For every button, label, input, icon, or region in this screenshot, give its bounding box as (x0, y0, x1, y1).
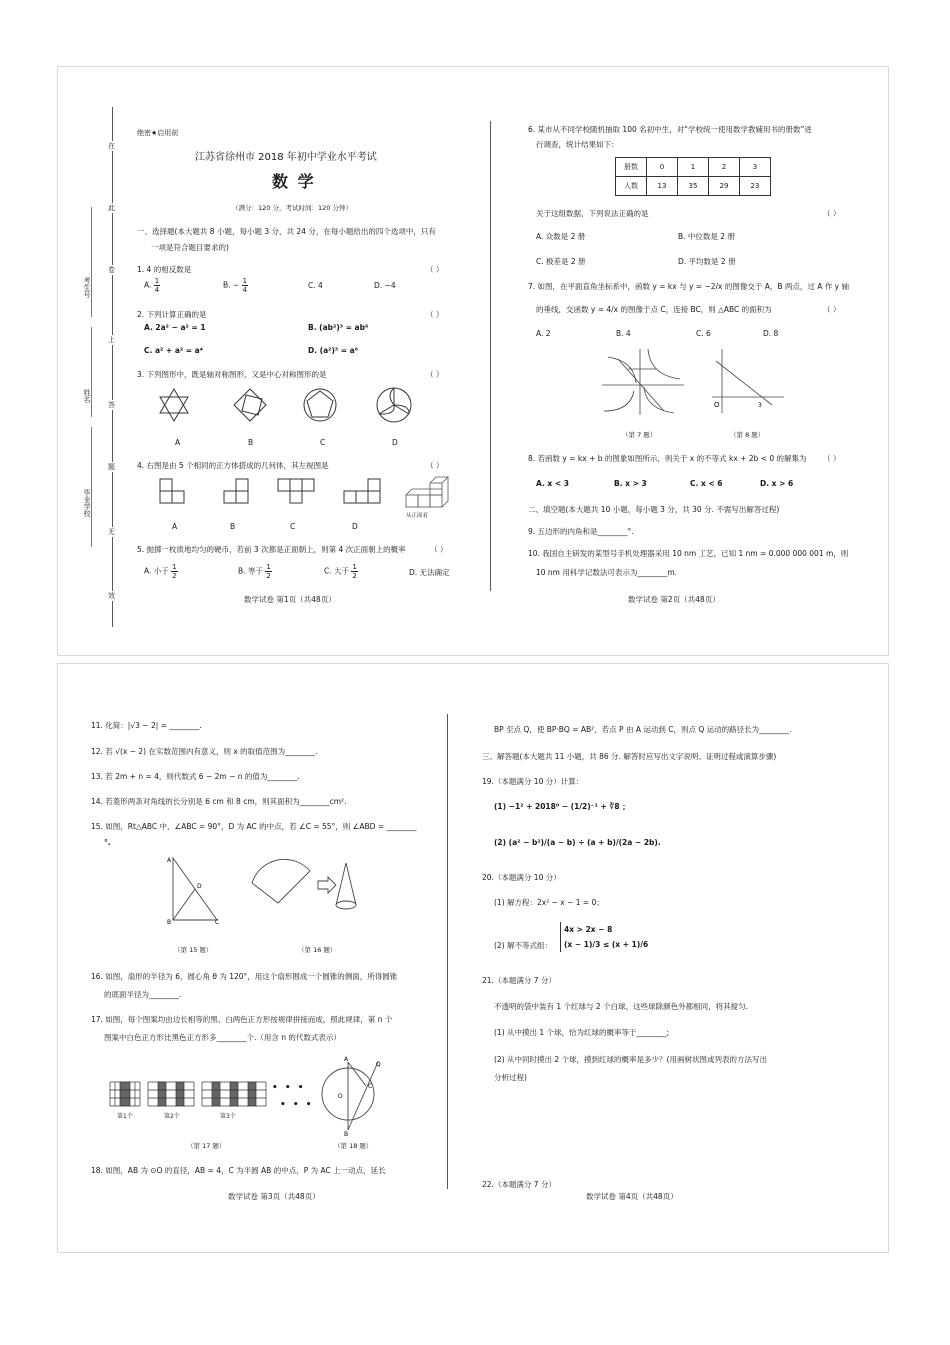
side-mark: 无 (108, 528, 115, 536)
pattern-label-2: 第2个 (164, 1113, 180, 1120)
exam-sheet-2 (57, 663, 889, 1253)
answer-paren: （ ） (426, 265, 444, 274)
page-footer-3: 数学试卷 第3页（共48页） (228, 1192, 320, 1201)
table-cell: 23 (740, 177, 771, 196)
answer-paren: （ ） (426, 370, 444, 379)
q7-option-c: C. 6 (696, 329, 711, 338)
fig-17-caption: （第 17 题） (187, 1142, 226, 1150)
continuation-dots: • • • (272, 1083, 306, 1093)
q20-part-2: (2) 解不等式组： (494, 941, 553, 950)
q1-option-d: D. −4 (374, 281, 396, 290)
q1-option-a: A. $\frac{1}{4}$ (144, 277, 160, 294)
fig-8-graph (708, 345, 788, 417)
point-label: B (344, 1131, 349, 1136)
table-cell: 0 (647, 158, 678, 177)
point-label: B (167, 919, 172, 926)
q7-option-b: B. 4 (616, 329, 631, 338)
secret-label: 绝密★启用前 (137, 129, 179, 137)
column-divider (447, 714, 448, 1189)
q3-label-a: A (175, 438, 181, 447)
question-8: 8. 若函数 y = kx + b 的图象如图所示，则关于 x 的不等式 kx + 2b < 0 的解集为 (528, 454, 807, 463)
q7-option-a: A. 2 (536, 329, 551, 338)
q20-part-1: (1) 解方程：2x² − x − 1 = 0； (494, 898, 604, 907)
q4-view-label: 从正面看 (406, 513, 429, 519)
q2-option-c: C. a² + a² = a⁴ (144, 346, 204, 355)
q4-label-c: C (290, 522, 296, 531)
point-label: A (344, 1056, 349, 1063)
side-label-school: 毕业学校 (83, 489, 91, 517)
question-3: 3. 下列图形中，既是轴对称图形，又是中心对称图形的是 (137, 370, 327, 379)
question-10: 10. 我国自主研发的某型号手机处理器采用 10 nm 工艺，已知 1 nm = 0.000 000 001 m，则 (528, 549, 849, 558)
fig-15-caption: （第 15 题） (174, 946, 213, 954)
table-cell: 35 (678, 177, 709, 196)
point-label: D (197, 883, 202, 890)
q6-stem: 关于这组数据，下列说法正确的是 (536, 209, 649, 218)
side-mark: 答 (108, 401, 115, 409)
point-label: O (338, 1093, 343, 1100)
question-15: 15. 如图，Rt△ABC 中，∠ABC = 90°，D 为 AC 的中点，若 ∠C = 55°，则 ∠ABD = ________ (91, 822, 417, 831)
side-mark: 卷 (108, 266, 115, 274)
q4-label-b: B (230, 522, 236, 531)
table-cell: 2 (709, 158, 740, 177)
inequality-2: (x − 1)/3 ≤ (x + 1)/6 (564, 940, 649, 949)
q4-view-d (344, 479, 380, 503)
question-5: 5. 抛掷一枚质地均匀的硬币，若前 3 次都是正面朝上，则第 4 次正面朝上的概率 (137, 545, 406, 554)
question-17-cont: 图案中白色正方形比黑色正方形多________个.（用含 n 的代数式表示） (104, 1033, 341, 1042)
q6-option-a: A. 众数是 2 册 (536, 232, 586, 241)
pattern-2 (148, 1082, 194, 1106)
fig-18-circle (318, 1056, 388, 1136)
fig-7-graph (598, 345, 688, 417)
question-17: 17. 如图，每个图案均由边长相等的黑、白两色正方形按规律拼接而成，照此规律，第 n 个 (91, 1015, 393, 1024)
q3-figure-d (377, 388, 411, 422)
q4-label-d: D (352, 522, 358, 531)
table-cell: 29 (709, 177, 740, 196)
exam-sheet-1 (57, 66, 889, 656)
q21-part-2-cont: 分析过程) (494, 1073, 527, 1082)
pattern-label-3: 第3个 (220, 1113, 236, 1120)
q21-part-1: (1) 从中摸出 1 个球，恰为红球的概率等于________; (494, 1028, 670, 1037)
side-mark: 题 (108, 463, 115, 471)
q2-option-d: D. (a²)³ = a⁶ (308, 346, 359, 355)
q4-solid (406, 477, 448, 507)
section-1-heading-cont: 一项是符合题目要求的) (151, 243, 229, 252)
fig-18-caption: （第 18 题） (334, 1142, 373, 1150)
answer-paren: （ ） (823, 305, 841, 314)
question-6: 6. 某市从不同学校随机抽取 100 名初中生，对“学校统一使用数学教辅用书的册数”进 (528, 125, 812, 134)
table-row (616, 177, 771, 196)
table-cell: 3 (740, 158, 771, 177)
question-1: 1. 4 的相反数是 (137, 265, 192, 274)
q5-option-c: C. 大于 $\frac{1}{2}$ (324, 563, 357, 580)
q8-option-b: B. x > 3 (614, 479, 647, 488)
question-22: 22.（本题满分 7 分） (482, 1180, 556, 1189)
subject-title: 数 学 (272, 172, 316, 191)
inequality-1: 4x > 2x − 8 (564, 925, 613, 934)
name-field-line (91, 207, 92, 317)
side-label-student-id: 考生号 (83, 277, 91, 298)
side-mark: 效 (108, 592, 115, 600)
score-info: （满分：120 分，考试时间：120 分钟） (232, 204, 352, 212)
table-cell: 人数 (616, 177, 647, 196)
q4-label-a: A (172, 522, 178, 531)
question-2: 2. 下列计算正确的是 (137, 310, 207, 319)
q7-option-d: D. 8 (763, 329, 779, 338)
question-6-cont: 行调查，统计结果如下： (536, 140, 619, 149)
exam-title: 江苏省徐州市 2018 年初中学业水平考试 (195, 152, 377, 163)
point-label: Q (376, 1061, 381, 1068)
q3-label-b: B (248, 438, 254, 447)
question-10-cont: 10 nm 用科学记数法可表示为________m. (536, 568, 678, 577)
table-cell: 册数 (616, 158, 647, 177)
fig-16-caption: （第 16 题） (298, 946, 337, 954)
q21-stem: 不透明的袋中装有 1 个红球与 2 个白球，这些球除颜色外都相同，将其搅匀. (494, 1002, 748, 1011)
pattern-label-1: 第1个 (117, 1113, 133, 1120)
question-16-cont: 的底面半径为________. (104, 990, 182, 999)
q19-part-1: (1) −1² + 2018⁰ − (1/2)⁻¹ + ∛8 ； (494, 802, 630, 811)
question-20: 20.（本题满分 10 分） (482, 873, 561, 882)
q1-option-c: C. 4 (308, 281, 323, 290)
answer-paren: （ ） (426, 461, 444, 470)
binding-line (112, 107, 113, 627)
q6-option-c: C. 极差是 2 册 (536, 257, 586, 266)
page-footer-2: 数学试卷 第2页（共48页） (628, 595, 720, 604)
question-14: 14. 若菱形两条对角线的长分别是 6 cm 和 8 cm，则其面积为________cm². (91, 797, 347, 806)
question-9: 9. 五边形的内角和是________°. (528, 527, 634, 536)
point-label: C (215, 919, 220, 926)
q6-option-d: D. 平均数是 2 册 (678, 257, 736, 266)
side-mark: 在 (108, 142, 115, 150)
q5-option-d: D. 无法确定 (409, 568, 450, 577)
column-divider (490, 121, 491, 591)
origin-label: O (714, 401, 720, 409)
pattern-1 (110, 1082, 140, 1106)
table-cell: 1 (678, 158, 709, 177)
table-row (616, 158, 771, 177)
side-label-name: 姓名 (83, 389, 91, 403)
question-12: 12. 若 √(x − 2) 在实数范围内有意义，则 x 的取值范围为________. (91, 747, 318, 756)
section-3-heading: 三、解答题(本大题共 11 小题，共 86 分. 解答时应写出文字说明、证明过程或演算步骤) (482, 752, 777, 761)
page-footer-4: 数学试卷 第4页（共48页） (586, 1192, 678, 1201)
q1-option-b: B. − $\frac{1}{4}$ (223, 277, 248, 294)
name-field-line (91, 327, 92, 417)
question-21: 21.（本题满分 7 分） (482, 976, 556, 985)
question-11: 11. 化简：|√3 − 2| = ________. (91, 721, 202, 730)
question-7: 7. 如图，在平面直角坐标系中，函数 y = kx 与 y = −2/x 的图像交于 A，B 两点，过 A 作 y 轴 (528, 282, 850, 291)
question-16: 16. 如图，扇形的半径为 6，圆心角 θ 为 120°，用这个扇形围成一个圆锥的侧面，所得圆锥 (91, 972, 398, 981)
question-15-cont: °. (104, 838, 111, 847)
point-label: C (368, 1083, 373, 1090)
question-4: 4. 右图是由 5 个相同的正方体搭成的几何体，其左视图是 (137, 461, 329, 470)
side-mark: 上 (108, 336, 115, 344)
page-footer-1: 数学试卷 第1页（共48页） (244, 595, 336, 604)
question-7-cont: 的垂线，交函数 y = 4/x 的图像于点 C，连接 BC，则 △ABC 的面积为 (536, 305, 772, 314)
question-18-cont: BP 至点 Q，使 BP·BQ = AB²，若点 P 由 A 运动到 C，则点 Q 运动的路径长为________. (494, 725, 792, 734)
pattern-3 (202, 1082, 266, 1106)
answer-paren: （ ） (426, 310, 444, 319)
fig-8-caption: （第 8 题） (730, 431, 765, 439)
q6-table (615, 157, 771, 196)
q4-view-c (278, 479, 314, 503)
q4-view-b (224, 479, 248, 503)
q6-option-b: B. 中位数是 2 册 (678, 232, 735, 241)
fig-7-caption: （第 7 题） (622, 431, 657, 439)
question-18: 18. 如图，AB 为 ⊙O 的直径，AB = 4，C 为半圆 AB 的中点，P 为 AC 上一动点，延长 (91, 1166, 386, 1175)
q5-option-a: A. 小于 $\frac{1}{2}$ (144, 563, 177, 580)
q3-figure-b (234, 389, 266, 421)
q3-label-d: D (392, 438, 398, 447)
fig-16-sector-cone (246, 859, 366, 929)
answer-paren: （ ） (430, 545, 448, 554)
table-cell: 13 (647, 177, 678, 196)
q2-option-a: A. 2a² − a² = 1 (144, 323, 206, 332)
q20-inequality-system (560, 922, 648, 952)
answer-paren: （ ） (823, 209, 841, 218)
point-label: A (167, 857, 172, 864)
q19-part-2: (2) (a² − b²)/(a − b) ÷ (a + b)/(2a − 2b). (494, 838, 661, 847)
answer-paren: （ ） (823, 454, 841, 463)
q8-option-a: A. x < 3 (536, 479, 569, 488)
q8-option-d: D. x > 6 (760, 479, 794, 488)
q3-label-c: C (320, 438, 326, 447)
fig-17-patterns (106, 1076, 306, 1112)
q3-figure-a (160, 389, 188, 421)
q2-option-b: B. (ab²)³ = ab⁶ (308, 323, 369, 332)
axis-tick-label: 3 (758, 402, 762, 409)
q8-option-c: C. x < 6 (690, 479, 723, 488)
side-mark: 此 (108, 204, 115, 212)
q3-figure-c (304, 389, 336, 421)
section-2-heading: 二、填空题(本大题共 10 小题，每小题 3 分，共 30 分. 不需写出解答过程) (528, 505, 780, 514)
fig-15-triangle (163, 854, 223, 926)
q3-figures (154, 385, 454, 429)
question-19: 19.（本题满分 10 分）计算： (482, 777, 584, 786)
q21-part-2: (2) 从中同时摸出 2 个球，摸到红球的概率是多少？(用画树状图或列表的方法写出 (494, 1055, 767, 1064)
name-field-line (91, 427, 92, 547)
section-1-heading: 一、选择题(本大题共 8 小题，每小题 3 分，共 24 分，在每小题给出的四个选项中，只有 (137, 227, 436, 236)
q4-view-a (160, 479, 184, 503)
question-13: 13. 若 2m + n = 4，则代数式 6 − 2m − n 的值为________. (91, 772, 300, 781)
q5-option-b: B. 等于 $\frac{1}{2}$ (238, 563, 271, 580)
continuation-dots: • • • (280, 1100, 314, 1110)
